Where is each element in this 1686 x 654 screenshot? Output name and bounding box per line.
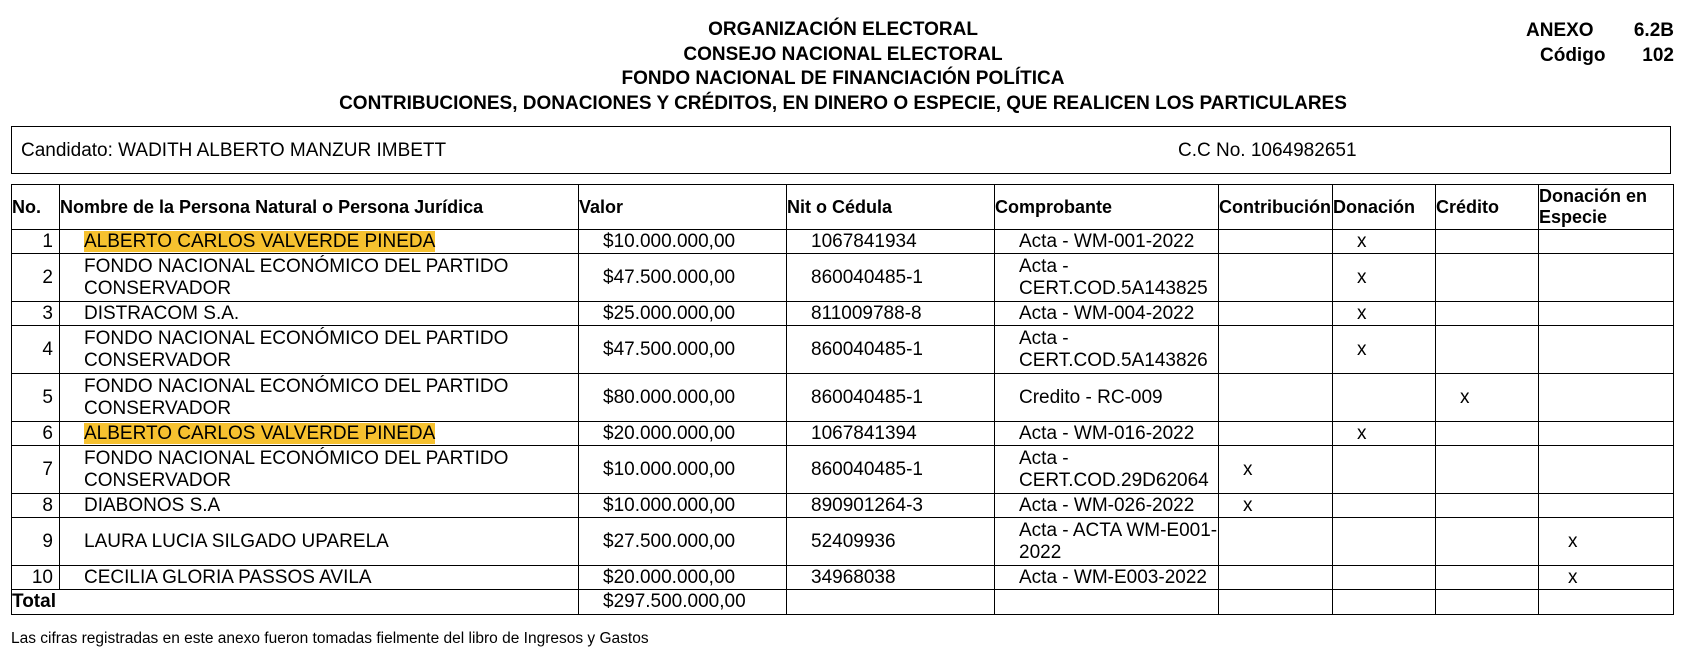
row-donacion [1333,494,1436,518]
total-value: $297.500.000,00 [579,590,787,615]
row-comprobante: Acta - WM-E003-2022 [995,566,1219,590]
row-comprobante: Acta - WM-026-2022 [995,494,1219,518]
row-valor: $10.000.000,00 [579,446,787,494]
row-especie [1539,494,1674,518]
table-row [12,374,1674,422]
candidate-box [11,126,1671,174]
row-especie [1539,254,1674,302]
row-donacion: x [1333,302,1436,326]
row-valor: $47.500.000,00 [579,254,787,302]
row-donacion [1333,446,1436,494]
row-nit: 860040485-1 [787,374,995,422]
table-row [12,446,1674,494]
row-no: 6 [12,422,60,446]
row-no: 9 [12,518,60,566]
row-nit: 34968038 [787,566,995,590]
row-valor: $20.000.000,00 [579,422,787,446]
row-nombre: FONDO NACIONAL ECONÓMICO DEL PARTIDO CONSERVADOR [60,446,579,494]
row-nit: 860040485-1 [787,446,995,494]
row-credito [1436,422,1539,446]
row-valor: $20.000.000,00 [579,566,787,590]
header-line-organizacion: ORGANIZACIÓN ELECTORAL [708,19,978,40]
row-credito [1436,254,1539,302]
row-nombre [60,422,579,446]
row-contribucion [1219,374,1333,422]
row-comprobante: Acta - WM-001-2022 [995,230,1219,254]
row-credito [1436,446,1539,494]
row-especie [1539,302,1674,326]
row-comprobante: Acta - CERT.COD.29D62064 [995,446,1219,494]
row-nit: 1067841934 [787,230,995,254]
header-line-fondo: FONDO NACIONAL DE FINANCIACIÓN POLÍTICA [621,68,1065,89]
row-nit: 860040485-1 [787,326,995,374]
col-nit: Nit o Cédula [787,185,995,230]
col-nombre: Nombre de la Persona Natural o Persona Jurídica [60,185,579,230]
row-nombre: FONDO NACIONAL ECONÓMICO DEL PARTIDO CONSERVADOR [60,326,579,374]
row-donacion [1333,374,1436,422]
row-contribucion [1219,302,1333,326]
row-no: 1 [12,230,60,254]
row-valor: $10.000.000,00 [579,230,787,254]
row-contribucion: x [1219,494,1333,518]
row-nombre [60,230,579,254]
row-credito [1436,230,1539,254]
header-line-consejo: CONSEJO NACIONAL ELECTORAL [683,43,1003,65]
row-comprobante: Acta - CERT.COD.5A143825 [995,254,1219,302]
row-nombre: DISTRACOM S.A. [60,302,579,326]
row-donacion: x [1333,422,1436,446]
highlighted-name: ALBERTO CARLOS VALVERDE PINEDA [84,422,436,444]
row-credito [1436,518,1539,566]
row-especie [1539,230,1674,254]
row-donacion: x [1333,326,1436,374]
total-empty-cell [1219,590,1333,615]
total-label: Total [12,590,579,615]
total-row [12,590,1674,615]
total-empty-cell [787,590,995,615]
row-especie [1539,374,1674,422]
row-donacion [1333,566,1436,590]
table-row [12,230,1674,254]
row-no: 3 [12,302,60,326]
row-comprobante: Credito - RC-009 [995,374,1219,422]
row-nombre: CECILIA GLORIA PASSOS AVILA [60,566,579,590]
row-donacion: x [1333,254,1436,302]
total-empty-cell [995,590,1219,615]
row-especie [1539,326,1674,374]
row-nombre: FONDO NACIONAL ECONÓMICO DEL PARTIDO CONSERVADOR [60,254,579,302]
row-credito: x [1436,374,1539,422]
row-nit: 811009788-8 [787,302,995,326]
table-row [12,326,1674,374]
row-contribucion [1219,326,1333,374]
row-nit: 52409936 [787,518,995,566]
total-empty-cell [1333,590,1436,615]
col-donacion: Donación [1333,185,1436,230]
row-donacion: x [1333,230,1436,254]
col-no: No. [12,185,60,230]
row-nombre: LAURA LUCIA SILGADO UPARELA [60,518,579,566]
row-donacion [1333,518,1436,566]
row-especie [1539,446,1674,494]
candidate-cc: C.C No. 1064982651 [1178,140,1357,161]
row-contribucion [1219,566,1333,590]
row-contribucion [1219,518,1333,566]
row-contribucion: x [1219,446,1333,494]
col-valor: Valor [579,185,787,230]
row-no: 4 [12,326,60,374]
table-row [12,518,1674,566]
codigo-label: Código [1540,45,1606,66]
row-valor: $10.000.000,00 [579,494,787,518]
row-no: 8 [12,494,60,518]
highlighted-name: ALBERTO CARLOS VALVERDE PINEDA [84,230,436,252]
row-comprobante: Acta - WM-004-2022 [995,302,1219,326]
table-row [12,422,1674,446]
table-row [12,566,1674,590]
codigo-value: 102 [1642,45,1674,66]
row-valor: $47.500.000,00 [579,326,787,374]
row-especie [1539,422,1674,446]
row-credito [1436,566,1539,590]
table-header-row [12,185,1674,230]
total-empty-cell [1436,590,1539,615]
row-contribucion [1219,230,1333,254]
row-comprobante: Acta - CERT.COD.5A143826 [995,326,1219,374]
row-valor: $27.500.000,00 [579,518,787,566]
row-comprobante: Acta - WM-016-2022 [995,422,1219,446]
row-contribucion [1219,254,1333,302]
table-row [12,302,1674,326]
anexo-block [1526,18,1674,68]
total-empty-cell [1539,590,1674,615]
row-contribucion [1219,422,1333,446]
anexo-value: 6.2B [1633,20,1674,41]
anexo-label: ANEXO [1526,20,1594,41]
col-contribucion: Contribución [1219,185,1333,230]
row-no: 10 [12,566,60,590]
row-no: 7 [12,446,60,494]
row-nombre: FONDO NACIONAL ECONÓMICO DEL PARTIDO CONSERVADOR [60,374,579,422]
col-comprobante: Comprobante [995,185,1219,230]
candidate-name: Candidato: WADITH ALBERTO MANZUR IMBETT [21,140,447,161]
row-no: 2 [12,254,60,302]
header-line-title: CONTRIBUCIONES, DONACIONES Y CRÉDITOS, EN DINERO O ESPECIE, QUE REALICEN LOS PARTICULARES [339,92,1347,114]
row-nombre: DIABONOS S.A [60,494,579,518]
row-especie: x [1539,566,1674,590]
row-nit: 890901264-3 [787,494,995,518]
row-credito [1436,326,1539,374]
col-credito: Crédito [1436,185,1539,230]
table-row [12,254,1674,302]
row-especie: x [1539,518,1674,566]
row-credito [1436,494,1539,518]
table-row [12,494,1674,518]
footer-note: Las cifras registradas en este anexo fueron tomadas fielmente del libro de Ingresos y Gastos [11,630,649,647]
row-valor: $25.000.000,00 [579,302,787,326]
row-no: 5 [12,374,60,422]
document-header [0,18,1686,116]
col-especie: Donación en Especie [1539,185,1674,230]
row-nit: 860040485-1 [787,254,995,302]
row-valor: $80.000.000,00 [579,374,787,422]
row-nit: 1067841394 [787,422,995,446]
contributions-table [11,184,1674,615]
row-credito [1436,302,1539,326]
row-comprobante: Acta - ACTA WM-E001-2022 [995,518,1219,566]
